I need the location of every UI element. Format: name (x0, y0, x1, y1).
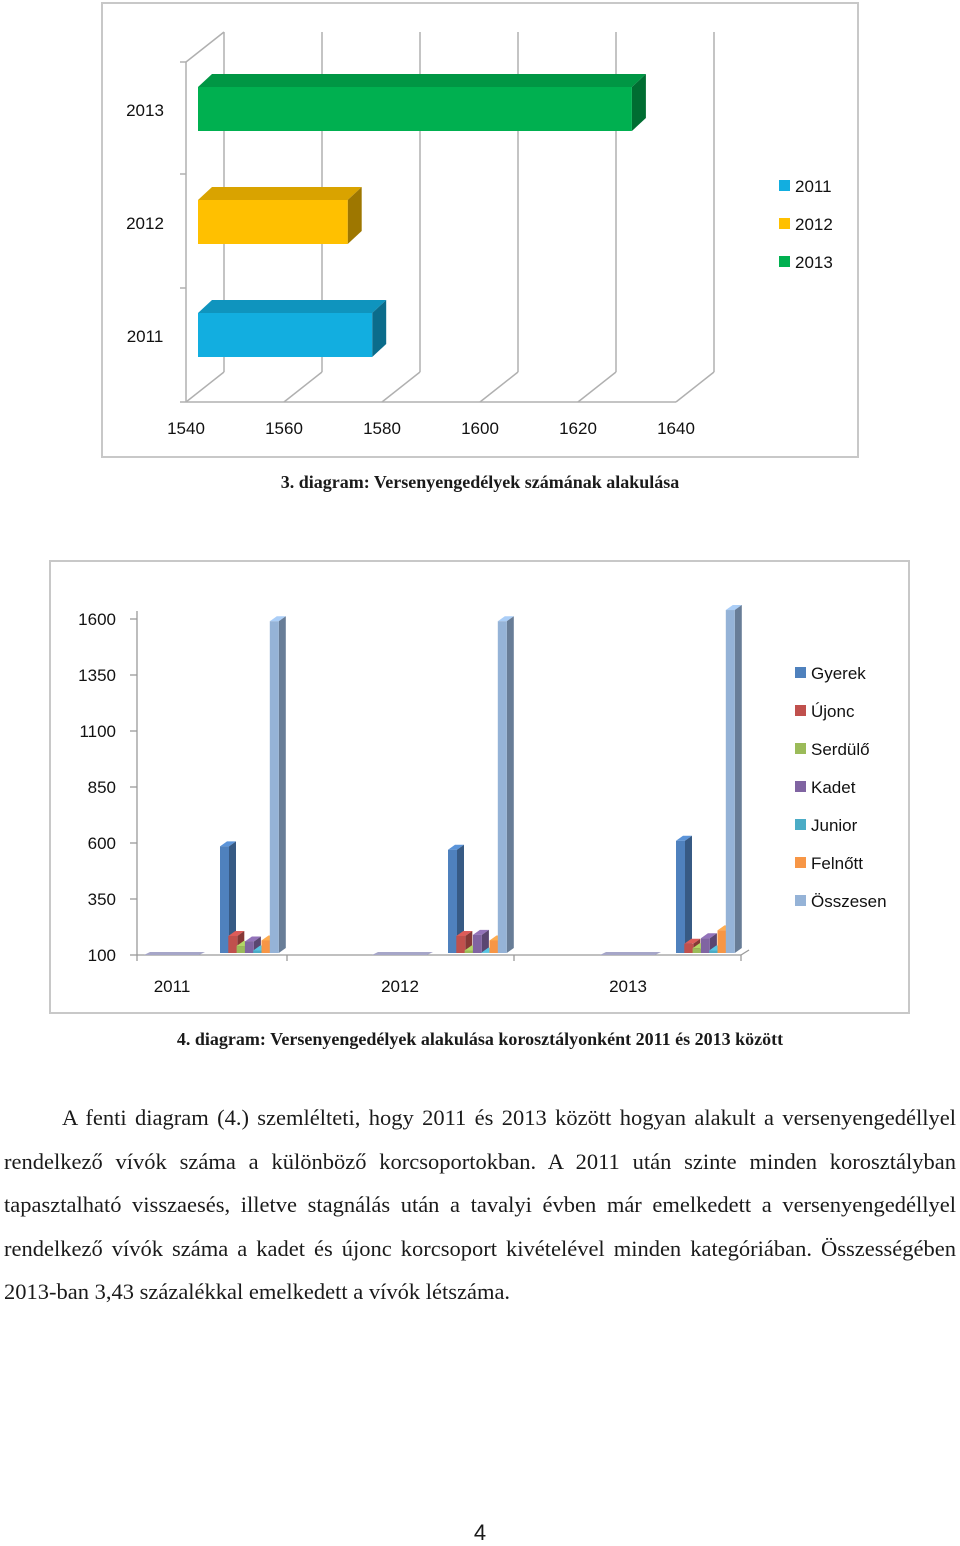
chart2-bar-front (253, 951, 262, 953)
chart1-axis-top (186, 32, 224, 62)
chart2-bar-front (718, 930, 727, 953)
chart2-y-tick-label: 1350 (78, 666, 116, 685)
chart2-bar-front (262, 940, 271, 953)
page-number: 4 (0, 1520, 960, 1546)
chart2-legend-label: Újonc (811, 702, 855, 721)
chart2-bar-front (237, 946, 246, 953)
chart1-floor-line (578, 372, 616, 402)
chart2-bar-2011-Összesen (270, 616, 286, 953)
chart1-bar-top (198, 300, 386, 313)
chart2-legend-label: Összesen (811, 892, 887, 911)
chart1-bar-2011 (198, 300, 386, 357)
chart2-legend-swatch (795, 743, 806, 754)
chart2-legend-label: Gyerek (811, 664, 866, 683)
chart2-frame (49, 560, 910, 1014)
chart1-floor-line (284, 372, 322, 402)
paragraph-rest: versenyengedéllyel rendelkező vívók száma a különböző korcsoportokban. A 2011 után szinte minden korosztályban tapasztalható visszaesés, illetve stagnálás után a tavalyi évben már emelkedett a versenyengedéllyel rendelkező vívók száma a kadet és újonc korcsoport kivételével minden kategóriában. Összességében 2013-ban 3,43 százalékkal emelkedett a vívók létszáma. (4, 1105, 956, 1304)
chart1-bar-top (198, 74, 646, 87)
chart2-x-axis-depth (741, 950, 749, 955)
chart2-y-tick-label: 600 (88, 834, 116, 853)
chart2-legend-label: Serdülő (811, 740, 870, 759)
chart2-legend-label: Felnőtt (811, 854, 863, 873)
chart1-floor-line (676, 372, 714, 402)
chart1-x-tick-label: 1640 (657, 419, 695, 438)
chart2-x-tick-label: 2013 (609, 977, 647, 996)
paragraph-first-line: A fenti diagram (4.) szemlélteti, hogy 2011 és 2013 között hogyan alakult a (62, 1105, 774, 1130)
chart2-bar-front (228, 936, 237, 953)
chart1-floor-line (382, 372, 420, 402)
chart2-floor-stub (600, 952, 661, 955)
chart1-y-tick-label: 2012 (126, 214, 164, 233)
chart2-bar-front (245, 942, 254, 953)
chart2-y-tick-label: 1600 (78, 610, 116, 629)
chart2-legend-swatch (795, 781, 806, 792)
chart2-caption: 4. diagram: Versenyengedélyek alakulása korosztályonként 2011 és 2013 között (0, 1029, 960, 1050)
chart1-y-tick-label: 2013 (126, 101, 164, 120)
chart2-bar-front (701, 938, 710, 953)
chart2-bar-front (684, 944, 693, 953)
chart1-floor-line (186, 372, 224, 402)
chart1-bar-front (198, 200, 348, 244)
chart2-bar-2012-Összesen (498, 616, 514, 953)
chart1-bar-2012 (198, 187, 362, 244)
chart2-floor-stub (144, 952, 205, 955)
chart2-bar-front (726, 610, 735, 953)
chart2-x-tick-label: 2011 (154, 977, 191, 996)
chart2-y-tick-label: 350 (88, 890, 116, 909)
chart2-legend-swatch (795, 705, 806, 716)
chart1-legend-label: 2012 (795, 215, 833, 234)
chart2-bar-front (456, 936, 465, 953)
chart2-legend-swatch (795, 857, 806, 868)
chart1-legend-swatch (779, 256, 790, 267)
chart2-legend-swatch (795, 819, 806, 830)
chart2-bar-front (448, 850, 457, 953)
chart1-legend-swatch (779, 180, 790, 191)
chart1-svg (103, 4, 857, 456)
chart2-bar-2013-Gyerek (676, 836, 692, 953)
chart1-bar-front (198, 87, 632, 131)
chart1-floor-line (480, 372, 518, 402)
chart1-caption: 3. diagram: Versenyengedélyek számának alakulása (0, 472, 960, 493)
body-paragraph (4, 1096, 956, 1314)
chart2-bar-side (735, 605, 742, 953)
chart2-x-tick-label: 2012 (381, 977, 419, 996)
chart2-bar-front (498, 621, 507, 953)
chart1-x-tick-label: 1560 (265, 419, 303, 438)
chart1-x-tick-label: 1600 (461, 419, 499, 438)
chart1-legend-swatch (779, 218, 790, 229)
chart1-y-tick-label: 2011 (127, 327, 164, 346)
chart2-bar-front (270, 621, 279, 953)
chart1-legend-label: 2013 (795, 253, 833, 272)
chart2-bar-front (473, 935, 482, 953)
chart2-bar-front (676, 841, 685, 953)
chart2-bar-2013-Összesen (726, 605, 742, 953)
chart2-bar-side (685, 836, 692, 953)
chart2-bar-front (465, 951, 474, 953)
chart2-bar-side (507, 616, 514, 953)
chart2-legend-label: Kadet (811, 778, 856, 797)
chart1-bar-front (198, 313, 372, 357)
chart1-bar-top (198, 187, 362, 200)
chart2-bar-front (490, 940, 499, 953)
chart2-bar-front (709, 951, 718, 953)
chart2-bar-front (220, 846, 229, 953)
chart2-floor-stub (372, 952, 433, 955)
chart2-bar-side (279, 616, 286, 953)
chart1-x-tick-label: 1540 (167, 419, 205, 438)
chart1-bar-2013 (198, 74, 646, 131)
chart2-legend-swatch (795, 667, 806, 678)
chart2-svg (51, 562, 908, 1012)
chart2-bar-front (693, 948, 702, 953)
chart2-legend-swatch (795, 895, 806, 906)
chart2-y-tick-label: 850 (88, 778, 116, 797)
chart1-x-tick-label: 1620 (559, 419, 597, 438)
chart2-legend-label: Junior (811, 816, 858, 835)
chart1-legend-label: 2011 (795, 177, 832, 196)
chart2-y-tick-label: 100 (88, 946, 116, 965)
chart1-x-tick-label: 1580 (363, 419, 401, 438)
chart1-frame (101, 2, 859, 458)
chart2-y-tick-label: 1100 (79, 722, 116, 741)
